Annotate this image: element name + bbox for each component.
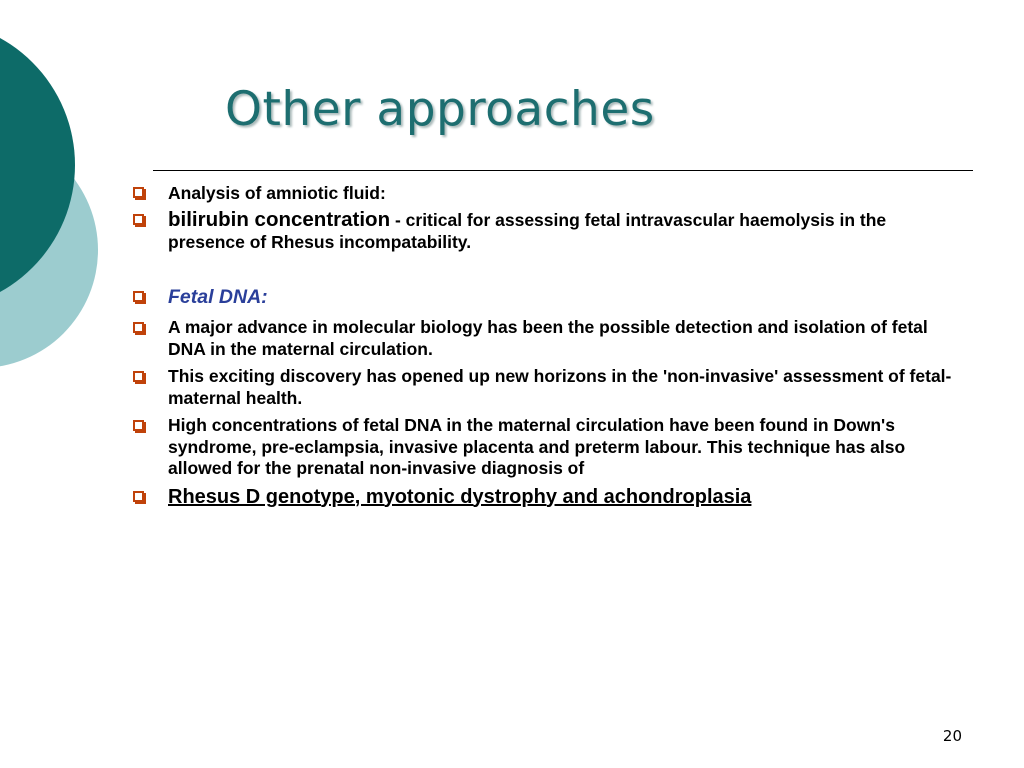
checkbox-bullet-icon <box>133 291 144 302</box>
checkbox-bullet-icon <box>133 187 144 198</box>
bullet-text: This exciting discovery has opened up new horizons in the 'non-invasive' assessment of fetal-maternal health. <box>168 366 952 408</box>
bullet-item <box>132 209 962 253</box>
decorative-circles <box>0 0 110 420</box>
bullet-item-heading <box>132 285 962 309</box>
bullet-text[interactable]: Rhesus D genotype, myotonic dystrophy and achondroplasia <box>168 485 752 508</box>
bullet-item <box>132 415 962 480</box>
bullet-item <box>132 317 962 360</box>
bullet-item <box>132 366 962 409</box>
slide-title: Other approaches <box>225 82 655 137</box>
bullet-text: Analysis of amniotic fluid: <box>168 183 386 203</box>
bullet-list <box>132 182 962 509</box>
checkbox-bullet-icon <box>133 322 144 333</box>
bullet-item-link[interactable] <box>132 485 962 509</box>
bullet-text: High concentrations of fetal DNA in the maternal circulation have been found in Down's syndrome, pre-eclampsia, invasive placenta and preterm labour. This technique has also allowed for the prenatal non-invasive diagnosis of <box>168 415 906 478</box>
checkbox-bullet-icon <box>133 420 144 431</box>
bullet-text: A major advance in molecular biology has been the possible detection and isolation of fetal DNA in the maternal circulation. <box>168 317 928 359</box>
bullet-item <box>132 182 962 204</box>
checkbox-bullet-icon <box>133 371 144 382</box>
bullet-text: - critical for assessing fetal intravascular haemolysis in the presence of Rhesus incompatability. <box>168 210 887 252</box>
bullet-text: Fetal DNA: <box>168 286 268 308</box>
checkbox-bullet-icon <box>133 491 144 502</box>
page-number: 20 <box>942 727 962 745</box>
checkbox-bullet-icon <box>133 214 144 225</box>
title-divider <box>153 170 973 171</box>
bullet-lead: bilirubin concentration <box>168 208 391 231</box>
